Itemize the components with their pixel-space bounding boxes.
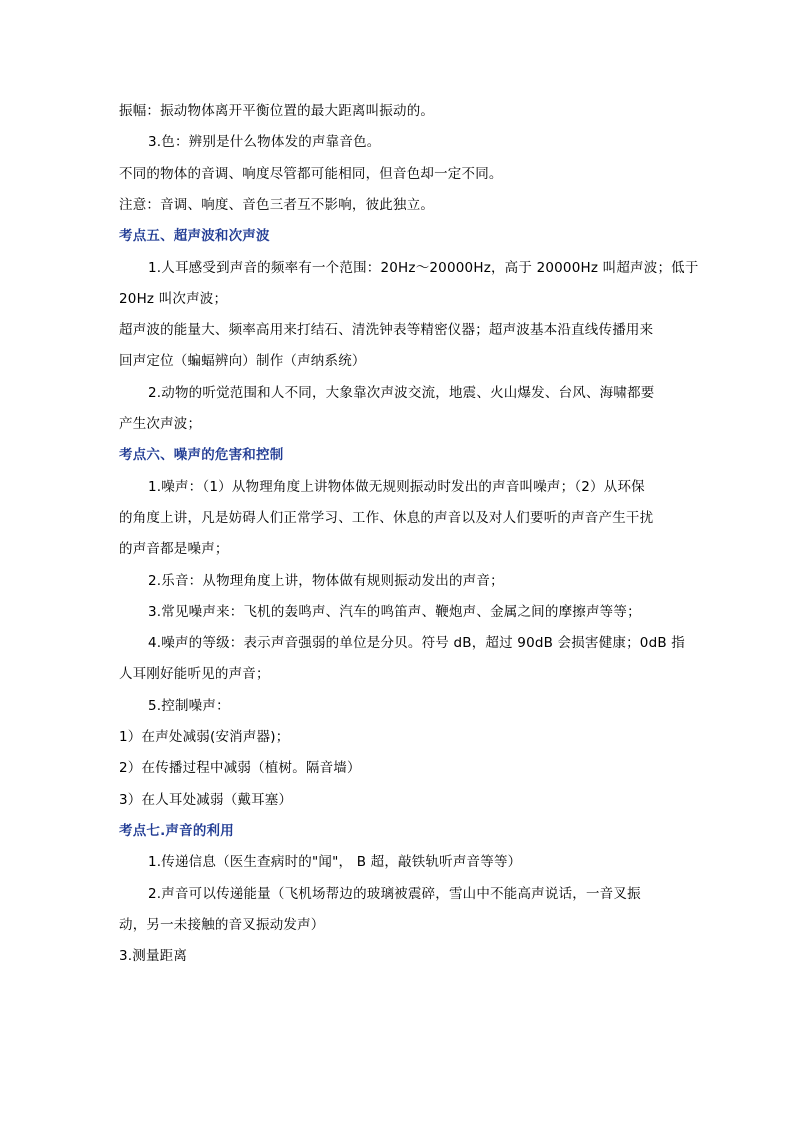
- text-line-transmit-information: 1.传递信息（医生查病时的"闻"， B 超，敲铁轨听声音等等）: [148, 854, 522, 870]
- text-line-animal-hearing: 2.动物的听觉范围和人不同，大象靠次声波交流，地震、火山爆发、台风、海啸都要: [148, 385, 655, 401]
- text-line-tuning-fork: 动，另一未接触的音叉振动发声）: [119, 917, 325, 933]
- text-line-infrasound-sources: 产生次声波；: [119, 416, 202, 432]
- text-line-amplitude: 振幅：振动物体离开平衡位置的最大距离叫振动的。: [119, 103, 435, 119]
- text-line-attention: 注意：音调、响度、音色三者互不影响，彼此独立。: [119, 197, 435, 213]
- text-line-timbre-note: 不同的物体的音调、响度尽管都可能相同，但音色却一定不同。: [119, 166, 503, 182]
- section-heading-6: 考点六、噪声的危害和控制: [119, 447, 284, 463]
- section-heading-7: 考点七.声音的利用: [119, 823, 234, 839]
- text-line-noise-conclusion: 的声音都是噪声；: [119, 541, 229, 557]
- text-line-control-at-ear: 3）在人耳处减弱（戴耳塞）: [119, 792, 293, 808]
- text-line-control-at-source: 1）在声处减弱(安消声器)；: [119, 729, 290, 745]
- text-line-noise-sources: 3.常见噪声来：飞机的轰鸣声、汽车的鸣笛声、鞭炮声、金属之间的摩擦声等等；: [148, 604, 641, 620]
- text-line-noise-control: 5.控制噪声：: [148, 698, 230, 714]
- text-line-noise-levels: 4.噪声的等级：表示声音强弱的单位是分贝。符号 dB，超过 90dB 会损害健康；0dB 指: [148, 635, 686, 651]
- section-heading-5: 考点五、超声波和次声波: [119, 228, 270, 244]
- text-line-hearing-threshold: 人耳刚好能听见的声音；: [119, 666, 270, 682]
- text-line-measure-distance: 3.测量距离: [119, 948, 188, 964]
- text-line-transmit-energy: 2.声音可以传递能量（飞机场帮边的玻璃被震碎，雪山中不能高声说话，一音叉振: [148, 886, 641, 902]
- text-line-musical-sound: 2.乐音：从物理角度上讲，物体做有规则振动发出的声音；: [148, 573, 504, 589]
- text-line-timbre: 3.色：辨别是什么物体发的声靠音色。: [148, 134, 381, 150]
- text-line-echolocation: 回声定位（蝙蝠辨向）制作（声纳系统）: [119, 353, 366, 369]
- text-line-ultrasound-uses: 超声波的能量大、频率高用来打结石、清洗钟表等精密仪器；超声波基本沿直线传播用来: [119, 322, 654, 338]
- text-line-noise-definition: 1.噪声：（1）从物理角度上讲物体做无规则振动时发出的声音叫噪声；（2）从环保: [148, 479, 645, 495]
- text-line-hearing-range: 1.人耳感受到声音的频率有一个范围：20Hz～20000Hz，高于 20000Hz 叫超声波；低于: [148, 260, 699, 276]
- text-line-infrasound: 20Hz 叫次声波；: [119, 291, 228, 307]
- text-line-control-in-transmission: 2）在传播过程中减弱（植树。隔音墙）: [119, 760, 361, 776]
- text-line-noise-environment: 的角度上讲，凡是妨碍人们正常学习、工作、休息的声音以及对人们要听的声音产生干扰: [119, 510, 654, 526]
